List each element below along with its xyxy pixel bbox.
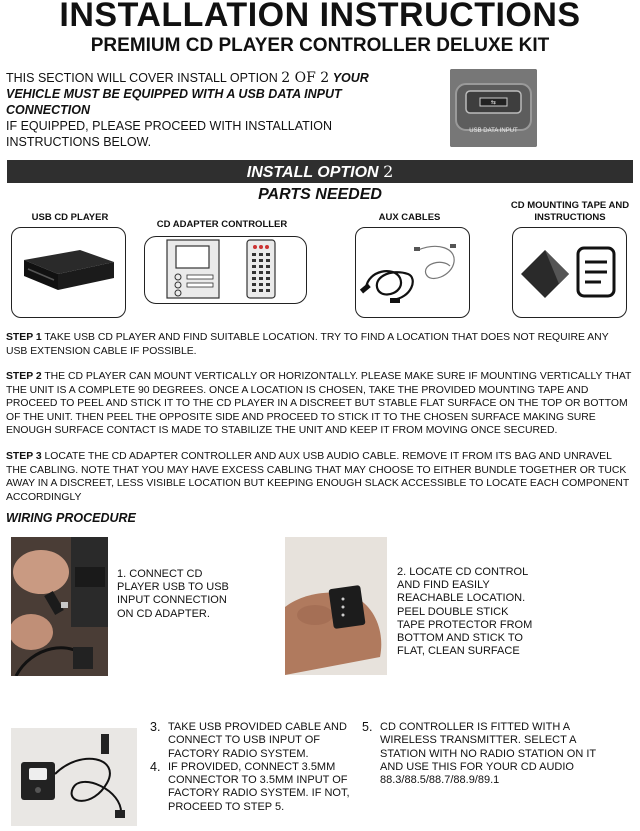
svg-text:⇆: ⇆ bbox=[490, 99, 497, 106]
step-1 bbox=[6, 331, 632, 358]
usb-port-photo-label: USB DATA INPUT bbox=[469, 128, 518, 134]
wiring-photo-1 bbox=[11, 537, 108, 676]
mounting-tape-icon bbox=[513, 228, 626, 317]
intro-warning: YOUR VEHICLE MUST BE EQUIPPED WITH A USB DATA INPUT CONNECTION bbox=[6, 71, 369, 117]
step-2-label: STEP 2 bbox=[6, 371, 42, 382]
wiring-step-5 bbox=[362, 721, 612, 787]
part-mounting-tape bbox=[512, 227, 627, 318]
wiring-step-2 bbox=[397, 566, 537, 658]
step-3-text: LOCATE THE CD ADAPTER CONTROLLER AND AUX USB AUDIO CABLE. REMOVE IT FROM ITS BAG AND UNRAVEL THE CABLING. NOTE THAT YOU MAY HAVE EXCESS CABLING THAT MAY CHOOSE TO EITHER BUNDLE TOGETHER OR TUCK AWAY IN A DISCREET, LESS VISIBLE LOCATION BUT KEEPING ENOUGH SLACK ACCESSIBLE TO LOCATE EACH COMPONENT ACCORDINGLY bbox=[6, 451, 630, 503]
aux-cable-icon bbox=[356, 228, 469, 317]
intro-lead: THIS SECTION WILL COVER INSTALL OPTION bbox=[6, 71, 278, 85]
wiring-step-5-num: 5. bbox=[362, 720, 373, 734]
parts-needed-title: PARTS NEEDED bbox=[258, 186, 382, 203]
part-aux-cables bbox=[355, 227, 470, 318]
wiring-step-1 bbox=[117, 568, 237, 621]
part-label-aux-cables: AUX CABLES bbox=[378, 212, 441, 223]
banner-number: 2 bbox=[383, 162, 394, 181]
part-label-cd-adapter: CD ADAPTER CONTROLLER bbox=[156, 219, 288, 230]
step-3 bbox=[6, 450, 632, 504]
wiring-step-4-text: IF PROVIDED, CONNECT 3.5MM CONNECTOR TO 3.5MM INPUT OF FACTORY RADIO SYSTEM. IF NOT, PROCEED TO STEP 5. bbox=[168, 760, 350, 813]
wiring-steps-3-4 bbox=[150, 721, 360, 814]
wiring-photo-3 bbox=[11, 728, 137, 826]
intro-text bbox=[6, 70, 426, 150]
intro-follow: IF EQUIPPED, PLEASE PROCEED WITH INSTALLATION INSTRUCTIONS BELOW. bbox=[6, 119, 332, 149]
part-usb-cd-player bbox=[11, 227, 126, 318]
step-2 bbox=[6, 370, 632, 438]
adapter-controller-icon bbox=[145, 237, 306, 303]
usb-port-photo bbox=[450, 69, 537, 147]
wiring-step-4-num: 4. bbox=[150, 759, 161, 774]
wiring-step-1-num: 1. bbox=[117, 568, 127, 580]
wiring-step-2-num: 2. bbox=[397, 566, 407, 578]
wiring-step-3-num: 3. bbox=[150, 720, 161, 734]
install-option-banner bbox=[7, 160, 633, 183]
wiring-procedure-title: WIRING PROCEDURE bbox=[6, 511, 136, 525]
page-subtitle: PREMIUM CD PLAYER CONTROLLER DELUXE KIT bbox=[90, 35, 550, 56]
wiring-step-3-text: TAKE USB PROVIDED CABLE AND CONNECT TO USB INPUT OF FACTORY RADIO SYSTEM. bbox=[168, 721, 347, 760]
part-label-usb-cd-player: USB CD PLAYER bbox=[31, 212, 109, 223]
step-1-label: STEP 1 bbox=[6, 332, 42, 343]
step-1-text: TAKE USB CD PLAYER AND FIND SUITABLE LOCATION. TRY TO FIND A LOCATION THAT DOES NOT REQUIRE ANY USB EXTENSION CABLE IF POSSIBLE. bbox=[6, 332, 609, 357]
install-option-count: 2 OF 2 bbox=[281, 70, 330, 86]
wiring-photo-2 bbox=[285, 537, 387, 675]
part-label-mounting-tape: CD MOUNTING TAPE AND INSTRUCTIONS bbox=[510, 200, 630, 223]
wiring-step-1-text: CONNECT CD PLAYER USB TO USB INPUT CONNECTION ON CD ADAPTER. bbox=[117, 568, 229, 620]
wiring-step-5-text: CD CONTROLLER IS FITTED WITH A WIRELESS TRANSMITTER. SELECT A STATION WITH NO RADIO STATION ON IT AND USE THIS FOR YOUR CD AUDIO 88.3/88.5/88.7/88.9/89.1 bbox=[380, 721, 596, 787]
step-2-text: THE CD PLAYER CAN MOUNT VERTICALLY OR HORIZONTALLY. PLEASE MAKE SURE IF MOUNTING VERTICALLY THAT THE UNIT IS A COMPLETE 90 DEGREES. ONCE A LOCATION IS CHOSEN, TAKE THE PROVIDED MOUNTING TAPE AND PROCEED TO PEEL AND STICK IT TO THE CD PLAYER IN A DISCREET BUT STABLE FLAT SURFACE ON THE TOP OR BOTTOM OF THE UNIT. THEN PEEL THE OPPOSITE SIDE AND PROCEED TO STICK IT TO THE CHOSEN SURFACE MAKING SURE ENOUGH SURFACE CONTACT IS MADE TO STABILIZE THE UNIT AND KEEP IT FROM MOVING ONCE SECURED. bbox=[6, 371, 632, 437]
cd-player-icon bbox=[12, 228, 125, 317]
wiring-step-2-text: LOCATE CD CONTROL AND FIND EASILY REACHABLE LOCATION. PEEL DOUBLE STICK TAPE PROTECTOR FROM BOTTOM AND STICK TO FLAT, CLEAN SURFACE bbox=[397, 566, 533, 658]
page-title: INSTALLATION INSTRUCTIONS bbox=[59, 0, 581, 34]
part-cd-adapter-controller bbox=[144, 236, 307, 304]
banner-label: INSTALL OPTION bbox=[246, 164, 379, 181]
step-3-label: STEP 3 bbox=[6, 451, 42, 462]
